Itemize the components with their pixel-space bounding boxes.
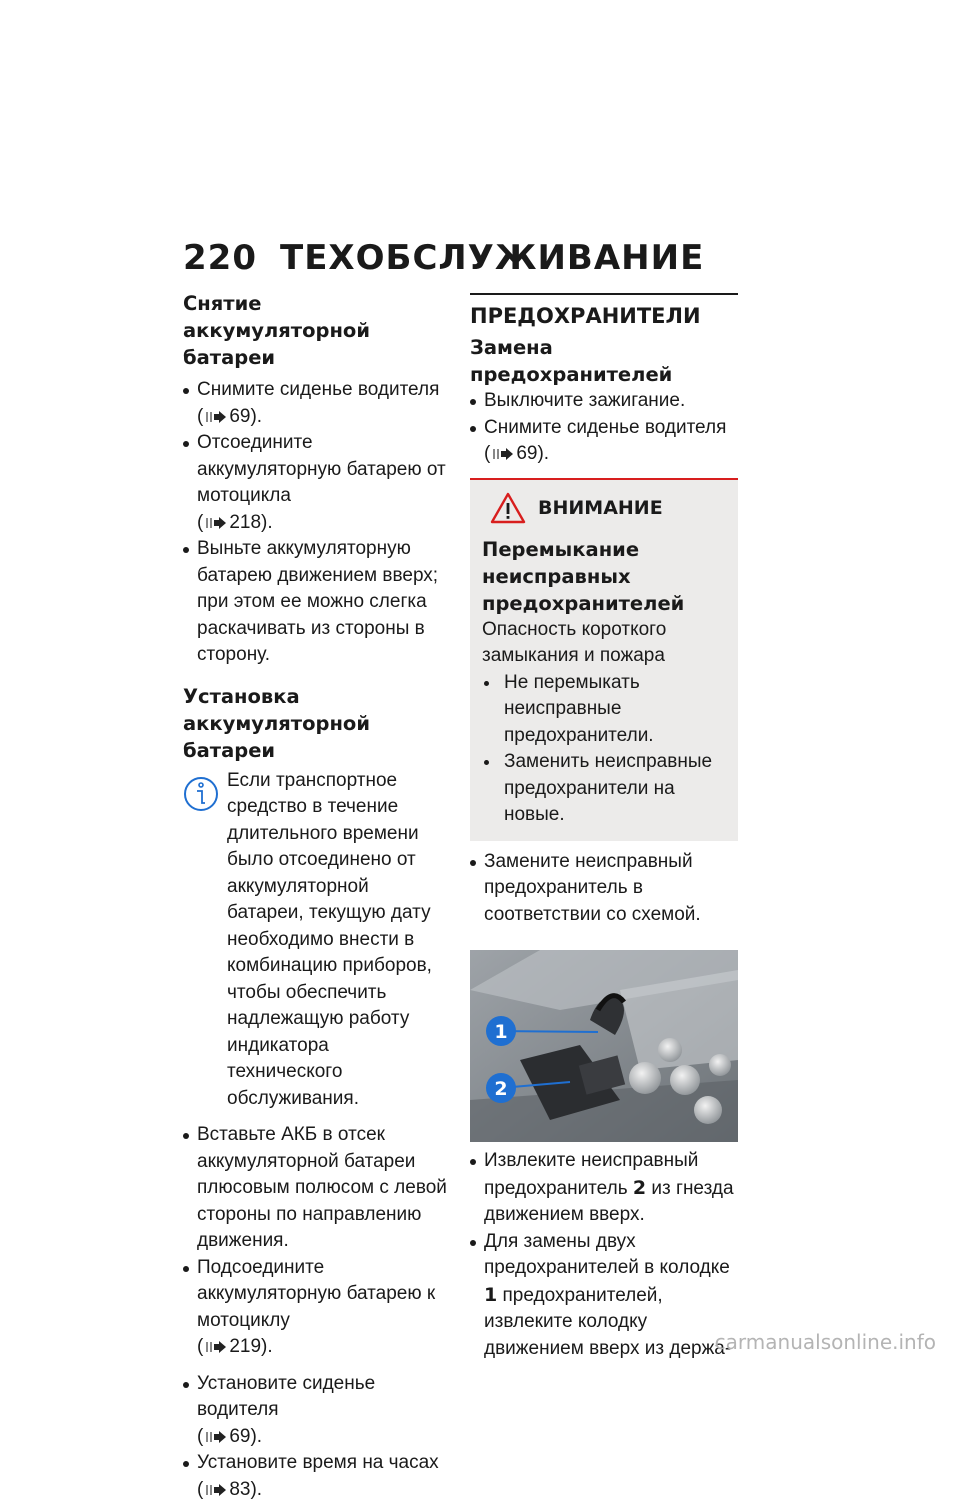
replace-fuses-steps xyxy=(470,388,738,468)
page-ref-arrow-icon xyxy=(206,1431,226,1443)
warning-text: Опасность короткого замыкания и пожара xyxy=(482,617,726,670)
list-item: Снимите сиденье водителя ( 69). xyxy=(470,415,738,468)
list-item: Не перемыкать неисправные предохранители. xyxy=(482,670,726,750)
fuse-box-photo xyxy=(470,950,738,1142)
remove-fuse-steps xyxy=(470,1148,738,1362)
list-item: Установите сиденье водителя ( 69). xyxy=(183,1371,448,1451)
install-battery-heading: Установка аккумуляторной батареи xyxy=(183,683,448,764)
page-ref-arrow-icon xyxy=(206,411,226,423)
page-ref-arrow-icon xyxy=(206,1341,226,1353)
page-ref-arrow-icon xyxy=(493,448,513,460)
page-number: 220 xyxy=(183,238,280,278)
replace-fuses-heading: Замена предохранителей xyxy=(470,334,738,388)
info-icon xyxy=(183,774,219,814)
watermark: carmanualsonline.info xyxy=(715,1330,936,1354)
page-ref[interactable]: 219). xyxy=(229,1336,272,1357)
page-ref[interactable]: 83). xyxy=(229,1479,262,1500)
warning-triangle-icon xyxy=(490,492,526,524)
right-column xyxy=(470,290,738,1362)
list-item: Выньте аккумуляторную батарею движением вверх; при этом ее можно слегка раскачивать из стороны в сторону. xyxy=(183,536,448,669)
list-item: Извлеките неисправный предохранитель 2 из гнезда движением вверх. xyxy=(470,1148,738,1229)
fuse-box-illustration xyxy=(470,950,738,1142)
page-ref[interactable]: 218). xyxy=(229,512,272,533)
chapter-title: ТЕХОБСЛУЖИВАНИЕ xyxy=(280,238,704,278)
callout-1-label: 1 xyxy=(494,1021,507,1043)
page-ref-arrow-icon xyxy=(206,517,226,529)
remove-battery-steps xyxy=(183,377,448,669)
page-ref[interactable]: 69). xyxy=(229,1426,262,1447)
warning-list xyxy=(482,670,726,829)
warning-box xyxy=(470,478,738,841)
left-column xyxy=(183,290,448,1503)
page-ref[interactable]: 69). xyxy=(516,443,549,464)
list-item: Заменить неисправные предохранители на новые. xyxy=(482,749,726,829)
list-item: Снимите сиденье водителя ( 69). xyxy=(183,377,448,430)
page-ref-arrow-icon xyxy=(206,1484,226,1496)
list-item: Замените неисправный предохранитель в соответствии со схемой. xyxy=(470,849,738,929)
info-note xyxy=(183,768,448,1113)
info-text: Если транспортное средство в течение длительного времени было отсоединено от аккумуляторной батареи, текущую дату необходимо внести в комбинацию приборов, чтобы обеспечить надлежащую работу индикатора технического обслуживания. xyxy=(183,768,448,1113)
replace-step xyxy=(470,849,738,929)
list-item: Выключите зажигание. xyxy=(470,388,738,415)
page-ref[interactable]: 69). xyxy=(229,406,262,427)
section-title: ПРЕДОХРАНИТЕЛИ xyxy=(470,293,738,328)
list-item: Подсоедините аккумуляторную батарею к мотоциклу ( 219). xyxy=(183,1255,448,1361)
install-battery-steps xyxy=(183,1122,448,1361)
warning-header xyxy=(482,492,726,524)
list-item: Отсоедините аккумуляторную батарею от мотоцикла ( 218). xyxy=(183,430,448,536)
list-item: Вставьте АКБ в отсек аккумуляторной батареи плюсовым полюсом с левой стороны по направлению движения. xyxy=(183,1122,448,1255)
warning-title: Перемыкание неисправных предохранителей xyxy=(482,536,726,617)
remove-battery-heading: Снятие аккумуляторной батареи xyxy=(183,290,448,371)
install-battery-steps-2 xyxy=(183,1371,448,1503)
page-header xyxy=(183,238,704,278)
list-item: Установите время на часах ( 83). xyxy=(183,1450,448,1503)
callout-2-label: 2 xyxy=(494,1078,507,1100)
list-item: Для замены двух предохранителей в колодке 1 предохранителей, извлеките колодку движением вверх из держа- xyxy=(470,1229,738,1363)
warning-label: ВНИМАНИЕ xyxy=(538,497,663,519)
